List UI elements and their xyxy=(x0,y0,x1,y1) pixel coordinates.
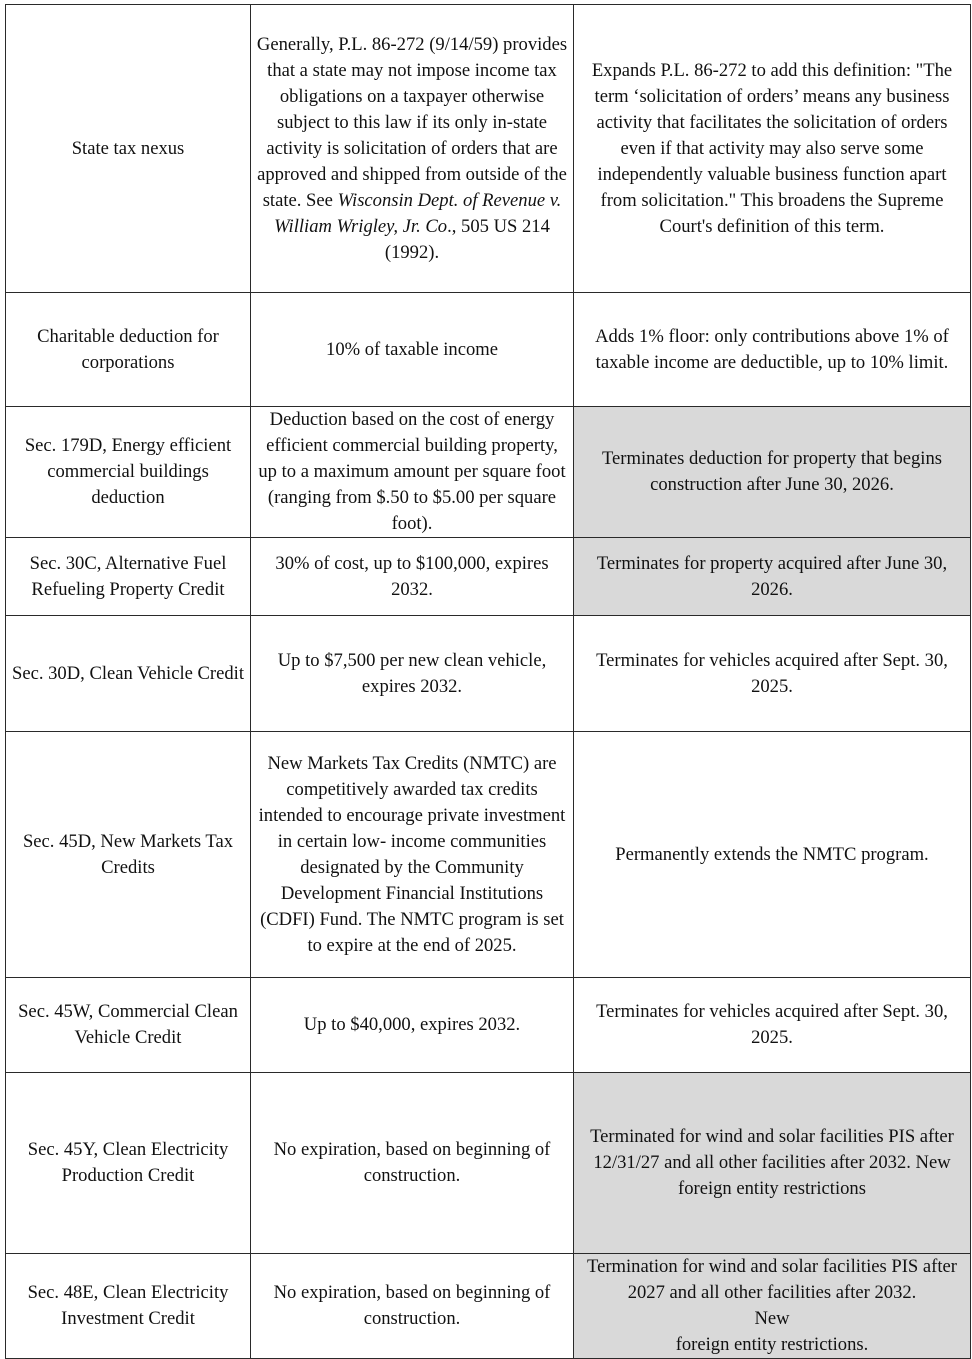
current-law-cell xyxy=(251,1073,574,1254)
provision-cell: Charitable deduction for corporations xyxy=(6,293,251,407)
table-row xyxy=(6,407,971,538)
current-law-cell xyxy=(251,293,574,407)
provision-cell: Sec. 48E, Clean Electricity Investment Credit xyxy=(6,1254,251,1359)
current-law-text: No expiration, based on beginning of construction. xyxy=(273,1282,551,1329)
provision-cell: Sec. 179D, Energy efficient commercial buildings deduction xyxy=(6,407,251,538)
new-law-cell xyxy=(574,1073,971,1254)
current-law-cell xyxy=(251,732,574,978)
table-row xyxy=(6,5,971,293)
new-law-text: Terminates for vehicles acquired after Sept. 30, 2025. xyxy=(596,1001,948,1048)
provision-cell: Sec. 45W, Commercial Clean Vehicle Credit xyxy=(6,978,251,1073)
new-law-cell xyxy=(574,5,971,293)
new-law-text: Permanently extends the NMTC program. xyxy=(615,843,929,865)
provision-cell: Sec. 45Y, Clean Electricity Production Credit xyxy=(6,1073,251,1254)
provision-cell: Sec. 30D, Clean Vehicle Credit xyxy=(6,616,251,732)
table-row xyxy=(6,978,971,1073)
new-law-text: Termination for wind and solar facilities PIS after 2027 and all other facilities after 2032. xyxy=(587,1256,957,1303)
new-law-cell xyxy=(574,732,971,978)
table-row xyxy=(6,732,971,978)
current-law-text: Up to $40,000, expires 2032. xyxy=(303,1014,521,1035)
current-law-cell xyxy=(251,616,574,732)
current-law-cell xyxy=(251,538,574,616)
current-law-cell xyxy=(251,5,574,293)
new-law-cell xyxy=(574,407,971,538)
case-citation: Wisconsin Dept. of Revenue v. William Wrigley, Jr. Co xyxy=(274,189,562,237)
current-law-text: Up to $7,500 per new clean vehicle, expires 2032. xyxy=(277,649,547,697)
table-row xyxy=(6,616,971,732)
new-law-text: Expands P.L. 86-272 to add this definition: "The term ‘solicitation of orders’ means any business activity that facilitates the solicitation of orders even if that activity may also serve some independently valuable business function apart from solicitation." This broadens the Supreme Court's definition of this term. xyxy=(591,59,953,237)
new-law-text: Terminates for vehicles acquired after Sept. 30, 2025. xyxy=(596,649,948,697)
comparison-table xyxy=(5,4,971,1359)
table-row xyxy=(6,293,971,407)
current-law-text: No expiration, based on beginning of construction. xyxy=(273,1139,551,1186)
provision-cell: Sec. 45D, New Markets Tax Credits xyxy=(6,732,251,978)
provision-cell: Sec. 30C, Alternative Fuel Refueling Property Credit xyxy=(6,538,251,616)
current-law-text: 30% of cost, up to $100,000, expires 2032. xyxy=(275,552,549,600)
new-law-cell xyxy=(574,293,971,407)
current-law-text: ., 505 US 214 (1992). xyxy=(384,215,550,263)
table-body xyxy=(6,5,971,1359)
current-law-cell xyxy=(251,407,574,538)
current-law-text: New Markets Tax Credits (NMTC) are competitively awarded tax credits intended to encourage private investment in certain low- income communities designated by the Community Development Financial Institutions (CDFI) Fund. The NMTC program is set to expire at the end of 2025. xyxy=(258,752,566,956)
table-row xyxy=(6,538,971,616)
new-law-text: foreign entity restrictions. xyxy=(675,1334,869,1355)
current-law-text: 10% of taxable income xyxy=(326,338,498,360)
new-law-cell xyxy=(574,978,971,1073)
new-law-text: Adds 1% floor: only contributions above 1% of taxable income are deductible, up to 10% limit. xyxy=(595,325,949,373)
new-law-text: Terminates deduction for property that begins construction after June 30, 2026. xyxy=(602,448,942,495)
current-law-text: Generally, P.L. 86-272 (9/14/59) provides that a state may not impose income tax obligations on a taxpayer otherwise subject to this law if its only in-state activity is solicitation of orders that are approved and shipped from outside of the state. See xyxy=(256,33,568,211)
new-law-text: New xyxy=(754,1308,790,1329)
current-law-cell xyxy=(251,978,574,1073)
new-law-cell xyxy=(574,1254,971,1359)
new-law-text: Terminated for wind and solar facilities PIS after 12/31/27 and all other facilities after 2032. New foreign entity restrictions xyxy=(590,1126,954,1199)
new-law-text: Terminates for property acquired after June 30, 2026. xyxy=(596,552,948,600)
current-law-text: Deduction based on the cost of energy efficient commercial building property, up to a maximum amount per square foot (ranging from $.50 to $5.00 per square foot). xyxy=(258,409,566,534)
new-law-cell xyxy=(574,538,971,616)
current-law-cell xyxy=(251,1254,574,1359)
provision-cell: State tax nexus xyxy=(6,5,251,293)
new-law-cell xyxy=(574,616,971,732)
table-row xyxy=(6,1254,971,1359)
table-row xyxy=(6,1073,971,1254)
